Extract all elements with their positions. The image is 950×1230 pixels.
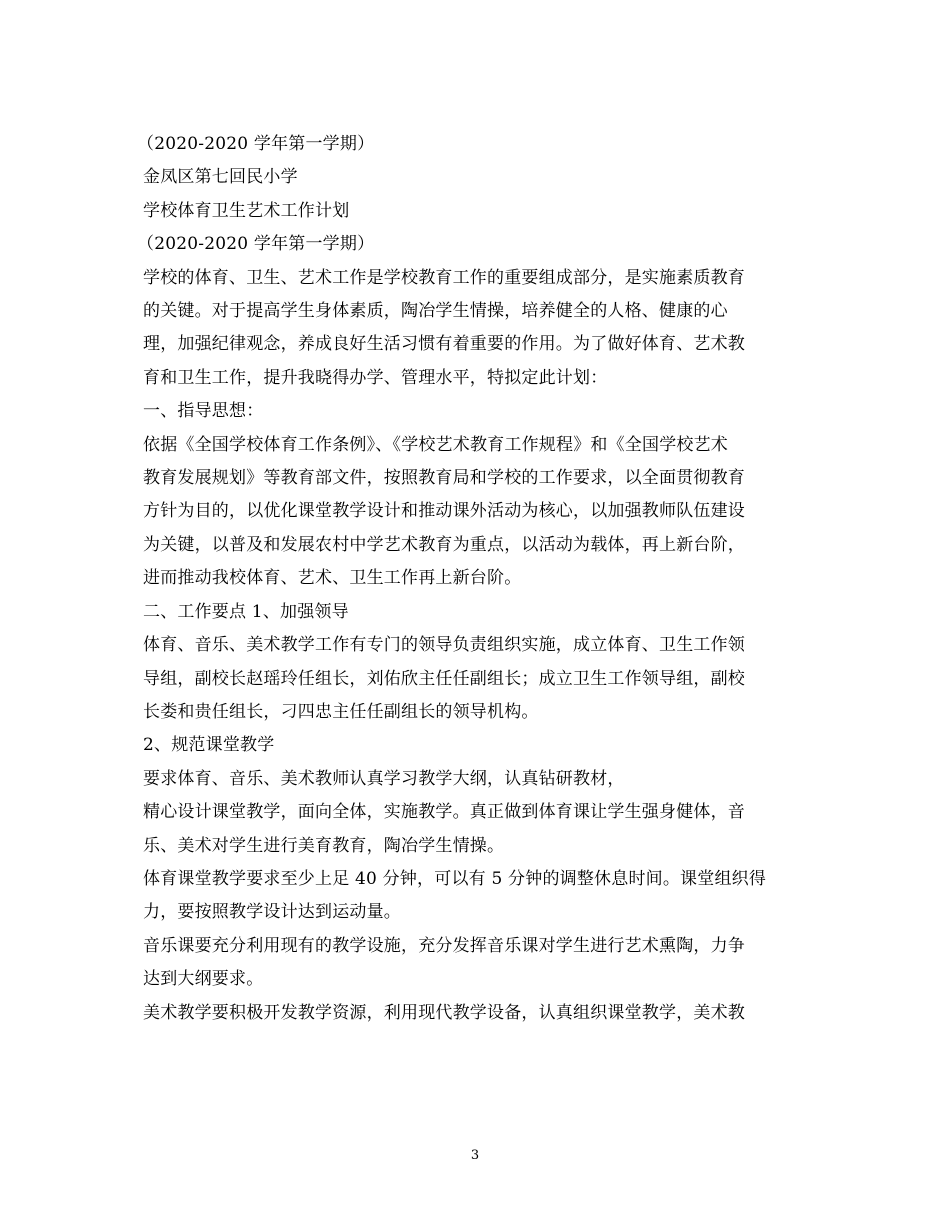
subheading-classroom-teaching: 2、规范课堂教学 (143, 735, 275, 756)
pe-paragraph-line: 力，要按照教学设计达到运动量。 (143, 902, 401, 923)
school-name: 金凤区第七回民小学 (143, 167, 298, 188)
leadership-paragraph-line: 体育、音乐、美术教学工作有专门的领导负责组织实施，成立体育、卫生工作领 (143, 635, 745, 656)
guiding-paragraph-line: 方针为目的，以优化课堂教学设计和推动课外活动为核心，以加强教师队伍建设 (143, 501, 745, 522)
semester-note: （2020-2020 学年第一学期） (137, 134, 375, 154)
teaching-paragraph-line: 乐、美术对学生进行美育教育，陶冶学生情操。 (143, 835, 505, 856)
guiding-paragraph-line: 为关键，以普及和发展农村中学艺术教育为重点，以活动为载体，再上新台阶， (143, 534, 745, 555)
plan-title: 学校体育卫生艺术工作计划 (143, 200, 350, 221)
teaching-paragraph-line: 精心设计课堂教学，面向全体，实施教学。真正做到体育课让学生强身健体，音 (143, 802, 745, 823)
intro-paragraph-line: 的关键。对于提高学生身体素质，陶冶学生情操，培养健全的人格、健康的心 (143, 301, 728, 322)
leadership-paragraph-line: 导组，副校长赵瑶玲任组长，刘佑欣主任任副组长；成立卫生工作领导组，副校 (143, 668, 745, 689)
section-heading-work-points: 二、工作要点 1、加强领导 (143, 601, 349, 622)
intro-paragraph-line: 学校的体育、卫生、艺术工作是学校教育工作的重要组成部分，是实施素质教育 (143, 267, 745, 288)
document-body (137, 128, 813, 1030)
music-paragraph-line: 达到大纲要求。 (143, 969, 264, 990)
leadership-paragraph-line: 长娄和贵任组长，刁四忠主任任副组长的领导机构。 (143, 701, 539, 722)
teaching-paragraph-line: 要求体育、音乐、美术教师认真学习教学大纲，认真钻研教材， (143, 768, 625, 789)
intro-paragraph-line: 育和卫生工作，提升我晓得办学、管理水平，特拟定此计划： (143, 367, 608, 388)
pe-paragraph-line: 体育课堂教学要求至少上足 40 分钟，可以有 5 分钟的调整休息时间。课堂组织得 (143, 868, 767, 889)
intro-paragraph-line: 理，加强纪律观念，养成良好生活习惯有着重要的作用。为了做好体育、艺术教 (143, 334, 745, 355)
guiding-paragraph-line: 依据《全国学校体育工作条例》、《学校艺术教育工作规程》和《全国学校艺术 (143, 434, 728, 455)
guiding-paragraph-line: 教育发展规划》等教育部文件，按照教育局和学校的工作要求，以全面贯彻教育 (143, 468, 745, 489)
music-paragraph-line: 音乐课要充分利用现有的教学设施，充分发挥音乐课对学生进行艺术熏陶，力争 (143, 935, 745, 956)
semester-subtitle: （2020-2020 学年第一学期） (137, 234, 375, 255)
guiding-paragraph-line: 进而推动我校体育、艺术、卫生工作再上新台阶。 (143, 568, 522, 589)
art-paragraph-line: 美术教学要积极开发教学资源，利用现代教学设备，认真组织课堂教学，美术教 (143, 1002, 745, 1023)
page-number: 3 (470, 1148, 480, 1163)
section-heading-guiding-ideology: 一、指导思想： (143, 401, 264, 422)
